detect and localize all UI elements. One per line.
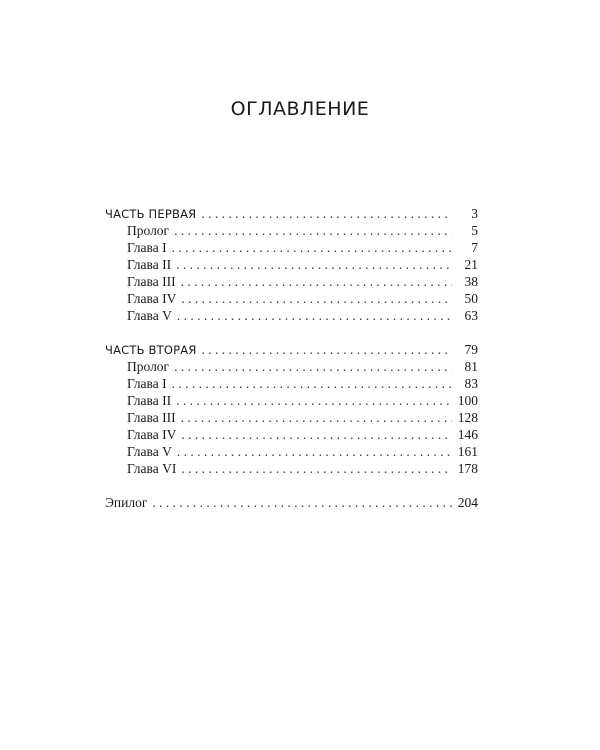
dot-leader <box>181 460 452 477</box>
toc-heading <box>105 341 478 358</box>
toc-entry <box>105 222 478 239</box>
dot-leader <box>172 239 452 256</box>
toc-heading <box>105 205 478 222</box>
toc-entry-label: Глава IV <box>127 291 177 306</box>
toc-entry <box>105 392 478 409</box>
dot-leader <box>177 307 452 324</box>
toc-page-number: 128 <box>457 410 478 425</box>
toc-entry <box>105 273 478 290</box>
toc-page-number: 3 <box>471 206 478 221</box>
toc-entry-label: Глава III <box>127 410 176 425</box>
toc-entry <box>105 409 478 426</box>
toc-page-number: 38 <box>464 274 478 289</box>
dot-leader <box>174 358 452 375</box>
dot-leader <box>202 341 452 358</box>
toc-entry <box>105 290 478 307</box>
toc-entry <box>105 358 478 375</box>
toc-page-number: 83 <box>464 376 478 391</box>
toc-page-number: 63 <box>464 308 478 323</box>
toc-entry-label: Глава VI <box>127 461 177 476</box>
toc-page-number: 178 <box>457 461 478 476</box>
toc-page-number: 100 <box>457 393 478 408</box>
toc-heading <box>105 494 478 511</box>
table-of-contents <box>105 205 478 511</box>
toc-section-epilogue <box>105 494 478 511</box>
toc-entry-label: Пролог <box>127 359 170 374</box>
toc-page-number: 204 <box>457 495 478 510</box>
toc-page-number: 81 <box>464 359 478 374</box>
dot-leader <box>172 375 452 392</box>
toc-page-number: 161 <box>457 444 478 459</box>
dot-leader <box>181 426 452 443</box>
dot-leader <box>181 290 452 307</box>
toc-entry-label: Глава V <box>127 308 172 323</box>
toc-entry <box>105 443 478 460</box>
toc-heading-label: ЧАСТЬ ВТОРАЯ <box>105 343 197 357</box>
toc-section-part-two <box>105 341 478 477</box>
dot-leader <box>201 205 452 222</box>
toc-entry <box>105 375 478 392</box>
toc-entry-label: Глава I <box>127 240 167 255</box>
toc-entry <box>105 307 478 324</box>
toc-entry <box>105 239 478 256</box>
toc-entry <box>105 460 478 477</box>
toc-entry-label: Глава II <box>127 257 172 272</box>
dot-leader <box>176 256 452 273</box>
dot-leader <box>176 392 452 409</box>
toc-page-number: 146 <box>457 427 478 442</box>
toc-heading-label: Эпилог <box>105 495 148 510</box>
toc-page-number: 5 <box>471 223 478 238</box>
toc-entry-label: Глава V <box>127 444 172 459</box>
toc-heading-label: ЧАСТЬ ПЕРВАЯ <box>105 207 197 221</box>
dot-leader <box>181 273 452 290</box>
toc-page-number: 7 <box>471 240 478 255</box>
toc-entry <box>105 426 478 443</box>
dot-leader <box>152 494 452 511</box>
toc-entry-label: Глава II <box>127 393 172 408</box>
toc-entry-label: Пролог <box>127 223 170 238</box>
toc-page-number: 50 <box>464 291 478 306</box>
toc-entry-label: Глава III <box>127 274 176 289</box>
toc-entry-label: Глава I <box>127 376 167 391</box>
toc-page-number: 21 <box>464 257 478 272</box>
toc-page-number: 79 <box>464 342 478 357</box>
dot-leader <box>177 443 452 460</box>
page-title: ОГЛАВЛЕНИЕ <box>230 98 370 120</box>
toc-entry <box>105 256 478 273</box>
toc-section-part-one <box>105 205 478 324</box>
dot-leader <box>174 222 452 239</box>
toc-entry-label: Глава IV <box>127 427 177 442</box>
dot-leader <box>181 409 452 426</box>
